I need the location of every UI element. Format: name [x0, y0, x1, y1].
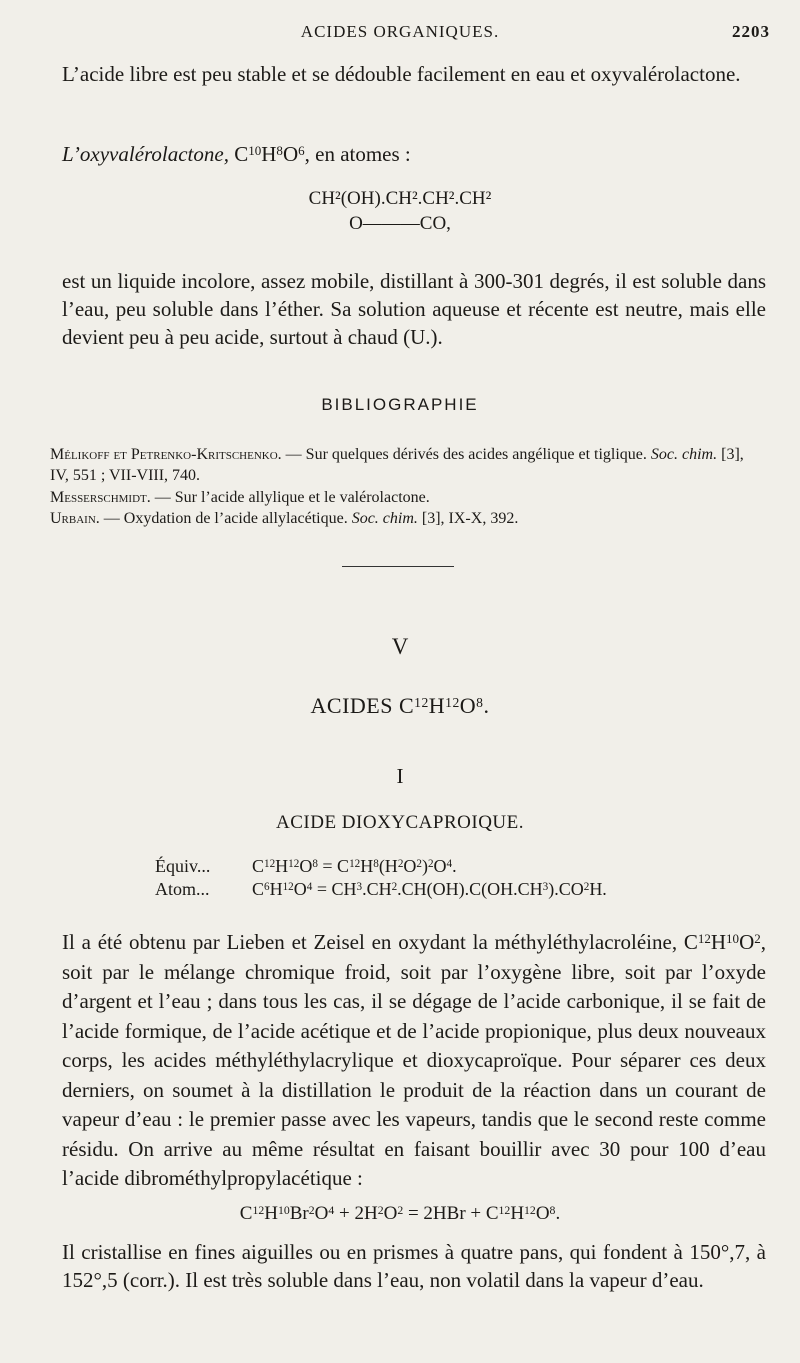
compound-name: L’oxyvalérolactone, — [62, 142, 229, 166]
bib-text: — Sur l’acide allylique et le valérolactone. — [150, 489, 430, 506]
page-number: 2203 — [732, 22, 770, 41]
running-header — [0, 22, 800, 46]
paragraph-intro: L’acide libre est peu stable et se dédouble facilement en eau et oxyvalérolactone. — [62, 62, 741, 86]
bib-author: Messerschmidt. — [50, 489, 151, 506]
bib-author: Urbain. — [50, 510, 100, 527]
equiv-formula: $C^{12}H^{12}O^8 = C^{12}H^8(H^2O^2)^2O^4$. — [252, 856, 457, 876]
paragraph-oxyvalerolactone — [62, 140, 766, 168]
bib-journal: Soc. chim. — [650, 446, 718, 463]
reaction-equation: $C^{12}H^{10}Br^2O^4 + 2H^2O^2 = 2HBr + C^{12}H^{12}O^8$. — [239, 1203, 561, 1224]
paragraph-properties: est un liquide incolore, assez mobile, distillant à 300-301 degrés, il est soluble dans l’eau, peu soluble dans l’éther. Sa solution aqueuse et récente est neutre, mais elle devient peu à peu acide, surtout à chaud (U.). — [62, 269, 766, 349]
bibliography-entry — [50, 487, 766, 508]
bib-ref: [3], IV, 551 ; VII-VIII, 740. — [50, 446, 744, 484]
bib-text: — Sur quelques dérivés des acides angélique et tiglique. — [281, 446, 651, 463]
equivalent-formula — [155, 856, 457, 877]
equiv-label: Équiv... — [155, 856, 211, 876]
bibliography-entry — [50, 444, 766, 486]
bibliography-entry — [50, 508, 766, 529]
bib-author: Mélikoff et Petrenko-Kritschenko. — [50, 446, 282, 463]
formula-suffix: , en atomes : — [304, 142, 411, 166]
atomic-formula — [155, 879, 607, 900]
subsection-title: ACIDE DIOXYCAPROIQUE. — [276, 812, 524, 833]
paragraph-preparation: Il a été obtenu par Lieben et Zeisel en oxydant la méthyléthylacroléine, $C^{12}H^{10}O^2$, soit par le mélange chromique froid, soit par l’oxygène libre, soit par l’oxyde d’argent et l’eau ; dans tous les cas, il se dégage de l’acide carbonique, il se fait de l’acide formique, de l’acide acétique et de l’acide propionique, plus deux nouveaux corps, les acides méthyléthylacrylique et dioxycaproïque. Pour séparer ces deux derniers, on soumet à la distillation le produit de la réaction dans un courant de vapeur d’eau : le premier passe avec les vapeurs, tandis que le second reste comme résidu. On arrive au même résultat en faisant bouillir avec 30 pour 100 d’eau l’acide dibrométhylpropylacétique : — [62, 930, 766, 1190]
compound-formula: $C^{10}H^8O^6$ — [234, 142, 305, 166]
bib-ref: [3], IX-X, 392. — [417, 510, 519, 527]
section-title: ACIDES $C^{12}H^{12}O^8$. — [310, 693, 490, 718]
structure-line-2: O———CO, — [349, 213, 451, 234]
section-divider — [342, 566, 454, 567]
header-title: ACIDES ORGANIQUES. — [300, 22, 500, 41]
bibliography-heading: BIBLIOGRAPHIE — [321, 395, 479, 414]
subsection-numeral: I — [396, 764, 404, 788]
section-roman-numeral: V — [391, 634, 409, 659]
structure-line-1: CH²(OH).CH².CH².CH² — [308, 188, 492, 209]
bib-text: — Oxydation de l’acide allylacétique. — [99, 510, 352, 527]
paragraph-crystallization: Il cristallise en fines aiguilles ou en prismes à quatre pans, qui fondent à 150°,7, à 152°,5 (corr.). Il est très soluble dans l’eau, non volatil dans la vapeur d’eau. — [62, 1240, 766, 1292]
atom-label: Atom... — [155, 879, 210, 899]
atom-formula: $C^6H^{12}O^4 = CH^3.CH^2.CH(OH).C(OH.CH^3).CO^2H$. — [252, 879, 607, 899]
bib-journal: Soc. chim. — [351, 510, 418, 527]
